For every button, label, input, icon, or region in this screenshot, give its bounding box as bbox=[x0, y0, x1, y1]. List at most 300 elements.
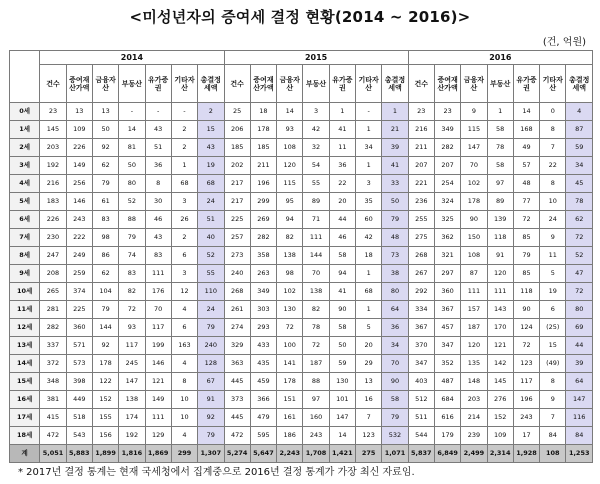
table-cell: 265 bbox=[40, 283, 66, 301]
table-cell: 110 bbox=[198, 283, 224, 301]
table-cell: 80 bbox=[119, 175, 145, 193]
table-cell: 25 bbox=[224, 103, 250, 121]
table-cell: 544 bbox=[408, 427, 434, 445]
table-cell: 39 bbox=[566, 355, 593, 373]
table-cell: 459 bbox=[250, 373, 276, 391]
table-cell: 89 bbox=[303, 193, 329, 211]
table-cell: 15 bbox=[540, 337, 566, 355]
table-cell: 170 bbox=[487, 319, 513, 337]
table-cell: 2 bbox=[171, 121, 197, 139]
table-cell: (25) bbox=[540, 319, 566, 337]
table-cell: - bbox=[171, 103, 197, 121]
table-cell: 329 bbox=[224, 337, 250, 355]
table-cell: 118 bbox=[513, 283, 539, 301]
age-cell: 17세 bbox=[10, 409, 40, 427]
column-header: 부동산 bbox=[487, 65, 513, 103]
table-cell: 34 bbox=[355, 139, 381, 157]
table-cell: 111 bbox=[303, 229, 329, 247]
table-cell: 120 bbox=[461, 337, 487, 355]
table-cell: 73 bbox=[382, 247, 408, 265]
table-cell: 79 bbox=[92, 301, 118, 319]
table-cell: 87 bbox=[566, 121, 593, 139]
column-header: 기타자산 bbox=[171, 65, 197, 103]
table-cell: 4 bbox=[171, 301, 197, 319]
table-cell: 0 bbox=[540, 103, 566, 121]
table-cell: 128 bbox=[198, 355, 224, 373]
table-cell: 123 bbox=[355, 427, 381, 445]
table-cell: 15 bbox=[198, 121, 224, 139]
table-cell: 532 bbox=[382, 427, 408, 445]
table-cell: 1 bbox=[355, 301, 381, 319]
table-cell: 117 bbox=[513, 373, 539, 391]
table-cell: 97 bbox=[487, 175, 513, 193]
table-cell: 155 bbox=[92, 409, 118, 427]
table-cell: 186 bbox=[277, 427, 303, 445]
table-cell: 18 bbox=[355, 247, 381, 265]
table-cell: 349 bbox=[250, 283, 276, 301]
table-cell: 366 bbox=[250, 391, 276, 409]
table-body bbox=[10, 103, 593, 463]
table-cell: 226 bbox=[66, 139, 92, 157]
table-cell: 43 bbox=[145, 121, 171, 139]
table-cell: 19 bbox=[198, 157, 224, 175]
table-cell: 479 bbox=[250, 409, 276, 427]
age-cell: 14세 bbox=[10, 355, 40, 373]
table-cell: 33 bbox=[382, 175, 408, 193]
table-cell: 149 bbox=[145, 391, 171, 409]
age-cell: 12세 bbox=[10, 319, 40, 337]
table-cell: 62 bbox=[566, 211, 593, 229]
table-cell: 130 bbox=[277, 301, 303, 319]
table-cell: 1 bbox=[329, 103, 355, 121]
table-cell: 145 bbox=[40, 121, 66, 139]
table-cell: 72 bbox=[566, 229, 593, 247]
table-cell: 299 bbox=[250, 193, 276, 211]
table-cell: 243 bbox=[66, 211, 92, 229]
table-cell: 70 bbox=[303, 265, 329, 283]
table-cell: 325 bbox=[434, 211, 460, 229]
table-row bbox=[10, 391, 593, 409]
table-cell: 337 bbox=[40, 337, 66, 355]
table-cell: 185 bbox=[224, 139, 250, 157]
table-cell: 46 bbox=[145, 211, 171, 229]
table-cell: 108 bbox=[277, 139, 303, 157]
table-cell: 115 bbox=[277, 175, 303, 193]
table-cell: 90 bbox=[382, 373, 408, 391]
table-row bbox=[10, 265, 593, 283]
table-row bbox=[10, 247, 593, 265]
table-cell: 120 bbox=[487, 265, 513, 283]
table-cell: 457 bbox=[434, 319, 460, 337]
table-cell: 202 bbox=[224, 157, 250, 175]
table-cell: 81 bbox=[119, 139, 145, 157]
column-header: 금융자산 bbox=[461, 65, 487, 103]
table-cell: 152 bbox=[92, 391, 118, 409]
table-cell: 196 bbox=[513, 391, 539, 409]
table-cell: 358 bbox=[250, 247, 276, 265]
table-cell: 30 bbox=[145, 193, 171, 211]
column-header: 건수 bbox=[224, 65, 250, 103]
table-cell: 34 bbox=[566, 157, 593, 175]
table-cell: 176 bbox=[145, 283, 171, 301]
table-cell: 360 bbox=[66, 319, 92, 337]
table-cell: 72 bbox=[566, 283, 593, 301]
page-title: <미성년자의 증여세 결정 현황(2014 ~ 2016)> bbox=[129, 8, 471, 26]
table-cell: 163 bbox=[171, 337, 197, 355]
table-cell: 13 bbox=[355, 373, 381, 391]
table-cell: 216 bbox=[408, 121, 434, 139]
table-cell: 4 bbox=[171, 427, 197, 445]
table-cell: 70 bbox=[145, 301, 171, 319]
gift-tax-table bbox=[9, 50, 593, 463]
table-cell: 121 bbox=[487, 337, 513, 355]
column-header: 부동산 bbox=[303, 65, 329, 103]
table-cell: 157 bbox=[461, 301, 487, 319]
table-cell: 6 bbox=[540, 301, 566, 319]
table-cell: 174 bbox=[119, 409, 145, 427]
table-cell: 347 bbox=[434, 337, 460, 355]
age-cell: 계 bbox=[10, 445, 40, 463]
age-cell: 1세 bbox=[10, 121, 40, 139]
table-cell: 94 bbox=[277, 211, 303, 229]
table-cell: 59 bbox=[329, 355, 355, 373]
total-row bbox=[10, 445, 593, 463]
table-row bbox=[10, 427, 593, 445]
table-cell: 91 bbox=[198, 391, 224, 409]
table-cell: 1,071 bbox=[382, 445, 408, 463]
table-cell: 47 bbox=[566, 265, 593, 283]
age-cell: 10세 bbox=[10, 283, 40, 301]
table-cell: 58 bbox=[382, 391, 408, 409]
table-cell: 116 bbox=[566, 409, 593, 427]
age-cell: 16세 bbox=[10, 391, 40, 409]
table-cell: 147 bbox=[461, 139, 487, 157]
table-cell: 138 bbox=[303, 283, 329, 301]
table-cell: 261 bbox=[224, 301, 250, 319]
table-cell: 5,837 bbox=[408, 445, 434, 463]
table-cell: 111 bbox=[145, 409, 171, 427]
table-cell: 32 bbox=[303, 139, 329, 157]
table-cell: 11 bbox=[540, 247, 566, 265]
table-cell: 178 bbox=[250, 121, 276, 139]
table-cell: 7 bbox=[540, 139, 566, 157]
table-cell: 1,928 bbox=[513, 445, 539, 463]
table-cell: 74 bbox=[119, 247, 145, 265]
table-cell: 92 bbox=[198, 409, 224, 427]
table-cell: 2 bbox=[198, 103, 224, 121]
unit-label: (건, 억원) bbox=[542, 37, 586, 48]
table-cell: 156 bbox=[92, 427, 118, 445]
table-cell: 39 bbox=[382, 139, 408, 157]
table-cell: 5,883 bbox=[66, 445, 92, 463]
table-cell: 14 bbox=[277, 103, 303, 121]
table-row bbox=[10, 175, 593, 193]
table-cell: 403 bbox=[408, 373, 434, 391]
table-cell: 55 bbox=[303, 175, 329, 193]
table-cell: 90 bbox=[461, 211, 487, 229]
table-cell: 38 bbox=[382, 265, 408, 283]
table-cell: 50 bbox=[119, 157, 145, 175]
table-cell: 275 bbox=[355, 445, 381, 463]
table-cell: 54 bbox=[303, 157, 329, 175]
table-cell: 79 bbox=[198, 319, 224, 337]
table-cell: 21 bbox=[382, 121, 408, 139]
table-cell: 208 bbox=[40, 265, 66, 283]
table-cell: 435 bbox=[250, 355, 276, 373]
table-cell: 1,253 bbox=[566, 445, 593, 463]
table-cell: 1 bbox=[355, 157, 381, 175]
table-cell: 72 bbox=[513, 211, 539, 229]
table-cell: 18 bbox=[250, 103, 276, 121]
table-cell: 247 bbox=[40, 247, 66, 265]
table-cell: 71 bbox=[303, 211, 329, 229]
table-cell: 203 bbox=[461, 391, 487, 409]
table-cell: 43 bbox=[145, 229, 171, 247]
table-cell: 143 bbox=[487, 301, 513, 319]
table-cell: 268 bbox=[224, 283, 250, 301]
table-cell: 362 bbox=[434, 229, 460, 247]
table-row bbox=[10, 283, 593, 301]
table-cell: 239 bbox=[461, 427, 487, 445]
table-cell: 122 bbox=[92, 373, 118, 391]
table-cell: 67 bbox=[198, 373, 224, 391]
table-cell: 51 bbox=[145, 139, 171, 157]
table-cell: 149 bbox=[66, 157, 92, 175]
table-cell: 123 bbox=[513, 355, 539, 373]
table-cell: 79 bbox=[513, 247, 539, 265]
table-cell: 100 bbox=[277, 337, 303, 355]
footnote: * 2017년 결정 통계는 현재 국세청에서 집계중으로 2016년 결정 통계가 가장 최신 자료임. bbox=[18, 467, 415, 478]
table-cell: 487 bbox=[434, 373, 460, 391]
table-cell: 8 bbox=[540, 121, 566, 139]
table-cell: 115 bbox=[461, 121, 487, 139]
table-cell: 58 bbox=[329, 319, 355, 337]
table-cell: 34 bbox=[382, 337, 408, 355]
table-cell: 95 bbox=[277, 193, 303, 211]
table-cell: 398 bbox=[66, 373, 92, 391]
table-cell: 381 bbox=[40, 391, 66, 409]
table-cell: 146 bbox=[145, 355, 171, 373]
table-cell: 98 bbox=[92, 229, 118, 247]
table-cell: 13 bbox=[66, 103, 92, 121]
table-cell: 445 bbox=[224, 409, 250, 427]
table-cell: 8 bbox=[171, 373, 197, 391]
table-cell: 254 bbox=[434, 175, 460, 193]
table-cell: 8 bbox=[145, 175, 171, 193]
age-cell: 6세 bbox=[10, 211, 40, 229]
year-header-2016: 2016 bbox=[408, 51, 592, 65]
table-cell: 117 bbox=[119, 337, 145, 355]
table-cell: 8 bbox=[540, 373, 566, 391]
table-cell: 472 bbox=[224, 427, 250, 445]
table-cell: 178 bbox=[277, 373, 303, 391]
table-cell: 259 bbox=[66, 265, 92, 283]
table-cell: 89 bbox=[487, 193, 513, 211]
table-cell: 282 bbox=[434, 139, 460, 157]
table-cell: 472 bbox=[40, 427, 66, 445]
table-cell: 1 bbox=[487, 103, 513, 121]
column-header-row bbox=[10, 65, 593, 103]
table-cell: 187 bbox=[303, 355, 329, 373]
table-cell: 42 bbox=[303, 121, 329, 139]
table-cell: 60 bbox=[355, 211, 381, 229]
table-cell: 77 bbox=[513, 193, 539, 211]
table-cell: 17 bbox=[513, 427, 539, 445]
table-cell: 52 bbox=[119, 193, 145, 211]
table-cell: 573 bbox=[66, 355, 92, 373]
column-header: 금융자산 bbox=[92, 65, 118, 103]
age-cell: 5세 bbox=[10, 193, 40, 211]
table-cell: 151 bbox=[277, 391, 303, 409]
table-cell: 222 bbox=[66, 229, 92, 247]
table-cell: 138 bbox=[119, 391, 145, 409]
column-header: 건수 bbox=[40, 65, 66, 103]
table-cell: 139 bbox=[487, 211, 513, 229]
table-cell: 292 bbox=[408, 283, 434, 301]
table-cell: 93 bbox=[119, 319, 145, 337]
table-cell: 57 bbox=[513, 157, 539, 175]
table-cell: 7 bbox=[355, 409, 381, 427]
table-cell: 22 bbox=[540, 157, 566, 175]
table-cell: 367 bbox=[434, 301, 460, 319]
table-cell: 83 bbox=[145, 247, 171, 265]
table-cell: 240 bbox=[198, 337, 224, 355]
table-cell: 179 bbox=[434, 427, 460, 445]
table-cell: 84 bbox=[566, 427, 593, 445]
column-header: 건수 bbox=[408, 65, 434, 103]
table-cell: 211 bbox=[250, 157, 276, 175]
table-cell: 207 bbox=[408, 157, 434, 175]
table-cell: 146 bbox=[66, 193, 92, 211]
table-cell: 281 bbox=[40, 301, 66, 319]
table-cell: 68 bbox=[198, 175, 224, 193]
table-cell: 83 bbox=[119, 265, 145, 283]
table-cell: 58 bbox=[487, 121, 513, 139]
table-cell: 78 bbox=[566, 193, 593, 211]
table-cell: 199 bbox=[145, 337, 171, 355]
table-cell: 86 bbox=[92, 247, 118, 265]
table-cell: 3 bbox=[171, 265, 197, 283]
table-cell: 79 bbox=[198, 427, 224, 445]
table-cell: 299 bbox=[171, 445, 197, 463]
table-cell: 36 bbox=[382, 319, 408, 337]
table-cell: 152 bbox=[487, 409, 513, 427]
table-cell: 20 bbox=[355, 337, 381, 355]
table-row bbox=[10, 121, 593, 139]
table-cell: 187 bbox=[461, 319, 487, 337]
table-cell: 256 bbox=[66, 175, 92, 193]
year-header-row bbox=[10, 51, 593, 65]
table-cell: 5,647 bbox=[250, 445, 276, 463]
table-cell: (49) bbox=[540, 355, 566, 373]
table-cell: 68 bbox=[171, 175, 197, 193]
table-cell: 108 bbox=[461, 247, 487, 265]
age-cell: 13세 bbox=[10, 337, 40, 355]
table-cell: 121 bbox=[145, 373, 171, 391]
table-cell: 273 bbox=[224, 247, 250, 265]
age-cell: 15세 bbox=[10, 373, 40, 391]
table-cell: 276 bbox=[487, 391, 513, 409]
table-cell: 23 bbox=[434, 103, 460, 121]
table-cell: 84 bbox=[540, 427, 566, 445]
table-cell: 1,869 bbox=[145, 445, 171, 463]
table-cell: 61 bbox=[92, 193, 118, 211]
table-cell: 9 bbox=[540, 229, 566, 247]
table-cell: 363 bbox=[224, 355, 250, 373]
table-cell: 142 bbox=[487, 355, 513, 373]
table-cell: 138 bbox=[277, 247, 303, 265]
table-cell: 303 bbox=[250, 301, 276, 319]
column-header: 총결정세액 bbox=[566, 65, 593, 103]
table-cell: 3 bbox=[303, 103, 329, 121]
table-cell: 192 bbox=[119, 427, 145, 445]
age-cell: 3세 bbox=[10, 157, 40, 175]
table-cell: 2,243 bbox=[277, 445, 303, 463]
table-cell: 518 bbox=[66, 409, 92, 427]
table-cell: 70 bbox=[461, 157, 487, 175]
table-cell: 51 bbox=[198, 211, 224, 229]
table-cell: 168 bbox=[513, 121, 539, 139]
table-cell: 92 bbox=[92, 337, 118, 355]
table-cell: 109 bbox=[487, 427, 513, 445]
table-cell: 23 bbox=[408, 103, 434, 121]
table-cell: 360 bbox=[434, 283, 460, 301]
table-cell: 8 bbox=[540, 175, 566, 193]
table-cell: 185 bbox=[250, 139, 276, 157]
table-row bbox=[10, 337, 593, 355]
table-cell: 183 bbox=[40, 193, 66, 211]
table-cell: 225 bbox=[66, 301, 92, 319]
table-cell: 82 bbox=[277, 229, 303, 247]
table-row bbox=[10, 193, 593, 211]
table-cell: 101 bbox=[329, 391, 355, 409]
table-row bbox=[10, 409, 593, 427]
table-row bbox=[10, 229, 593, 247]
table-cell: 230 bbox=[40, 229, 66, 247]
table-cell: 98 bbox=[277, 265, 303, 283]
table-cell: 46 bbox=[329, 229, 355, 247]
table-cell: 249 bbox=[66, 247, 92, 265]
table-row bbox=[10, 301, 593, 319]
table-cell: 511 bbox=[408, 409, 434, 427]
table-cell: 6 bbox=[171, 247, 197, 265]
table-cell: 91 bbox=[487, 247, 513, 265]
table-cell: 50 bbox=[92, 121, 118, 139]
table-cell: 49 bbox=[513, 139, 539, 157]
table-cell: 10 bbox=[171, 409, 197, 427]
table-cell: 5 bbox=[355, 319, 381, 337]
table-cell: 44 bbox=[329, 211, 355, 229]
table-cell: 118 bbox=[487, 229, 513, 247]
table-cell: 217 bbox=[224, 175, 250, 193]
column-header: 금융자산 bbox=[277, 65, 303, 103]
table-cell: 147 bbox=[566, 391, 593, 409]
table-cell: 72 bbox=[277, 319, 303, 337]
table-cell: 144 bbox=[92, 319, 118, 337]
table-cell: 42 bbox=[355, 229, 381, 247]
table-cell: 70 bbox=[382, 355, 408, 373]
year-header-2014: 2014 bbox=[40, 51, 224, 65]
table-cell: 109 bbox=[66, 121, 92, 139]
table-cell: 148 bbox=[461, 373, 487, 391]
table-cell: 48 bbox=[513, 175, 539, 193]
table-cell: 144 bbox=[303, 247, 329, 265]
table-cell: 10 bbox=[171, 391, 197, 409]
table-cell: 3 bbox=[171, 193, 197, 211]
table-cell: 196 bbox=[250, 175, 276, 193]
table-cell: 207 bbox=[434, 157, 460, 175]
table-cell: 571 bbox=[66, 337, 92, 355]
